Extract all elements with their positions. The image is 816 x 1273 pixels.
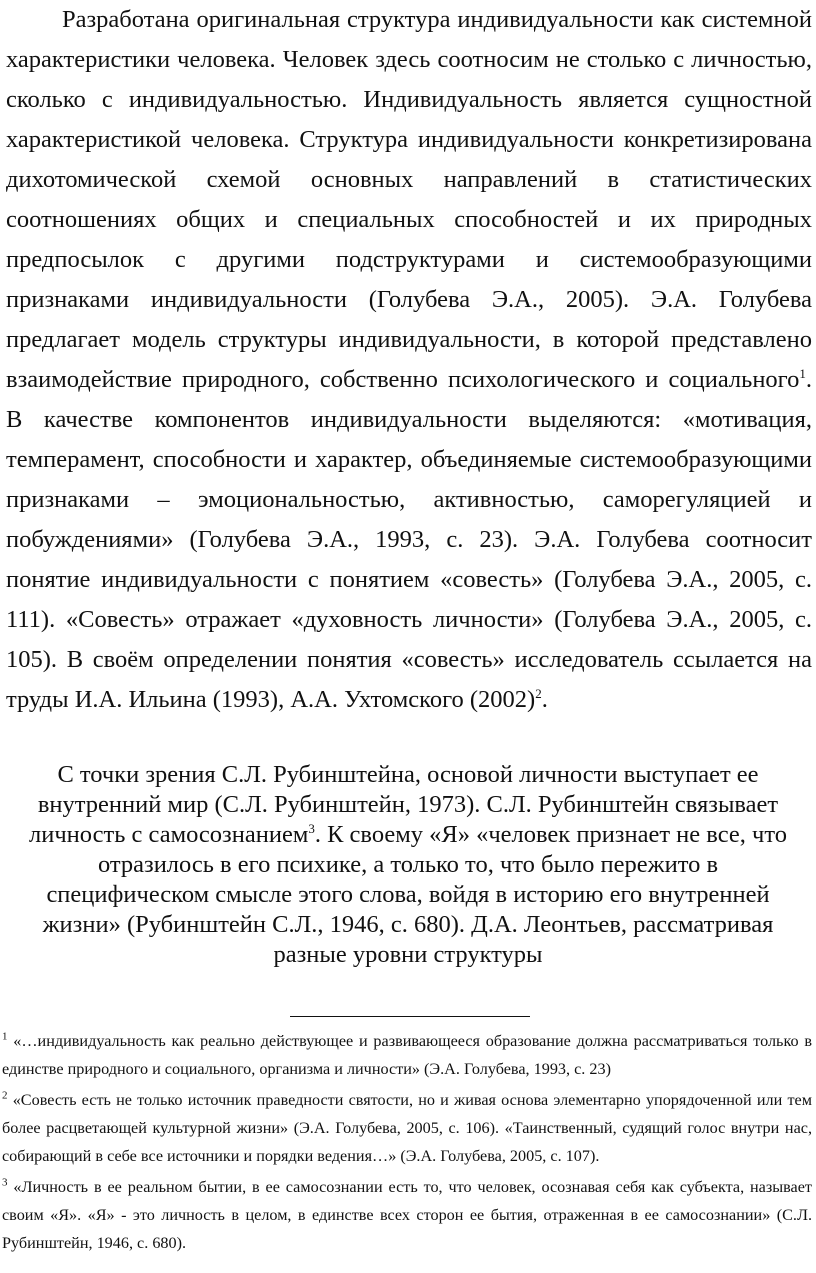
footnote-text: «Совесть есть не только источник праведности святости, но и живая основа элементарно упорядоченной или тем более расцветающей культурной жизни» (Э.А. Голубева, 2005, с. 106). «Таинственный, судящий голос внутри нас, собирающий в себе все источники и порядки ведения…» (Э.А. Голубева, 2005, с. 107). [2, 1091, 812, 1165]
paragraph-text: Разработана оригинальная структура индивидуальности как системной характеристики человека. Человек здесь соотносим не столько с личностью, сколько с индивидуальностью. Индивидуальность является сущностной характеристикой человека. Структура индивидуальности конкретизирована дихотомической схемой основных направлений в статистических соотношениях общих и специальных способностей и их природных предпосылок с другими подструктурами и системообразующими признаками индивидуальности (Голубева Э.А., 2005). Э.А. Голубева предлагает модель структуры индивидуальности, в которой представлено взаимодействие природного, собственно психологического и социального [6, 6, 812, 393]
footnote-number: 1 [2, 1030, 8, 1043]
footnote-text: «Личность в ее реальном бытии, в ее самосознании есть то, что человек, осознавая себя как субъекта, называет своим «Я». «Я» - это личность в целом, в единстве всех сторон ее бытия, отраженная в ее самосознании» (С.Л. Рубинштейн, 1946, с. 680). [2, 1178, 812, 1252]
paragraph-text: . К своему «Я» «человек признает не все, что отразилось в его психике, а только то, что было пережито в специфическом смысле этого слова, войдя в историю его внутренней жизни» (Рубинштейн С.Л., 1946, с. 680). Д.А. Леонтьев, рассматривая разные уровни структуры [42, 821, 787, 968]
footnote-number: 2 [2, 1089, 8, 1102]
body-paragraph-individuality [6, 0, 812, 720]
footnote-number: 3 [2, 1176, 8, 1189]
body-paragraph-rubinstein [22, 760, 794, 970]
footnote-ref-2[interactable]: 2 [535, 685, 542, 701]
paragraph-text: . В качестве компонентов индивидуальности выделяются: «мотивация, темперамент, способности и характер, объединяемые системообразующими признаками – эмоциональностью, активностью, саморегуляцией и побуждениями» (Голубева Э.А., 1993, с. 23). Э.А. Голубева соотносит понятие индивидуальности с понятием «совесть» (Голубева Э.А., 2005, с. 111). «Совесть» отражает «духовность личности» (Голубева Э.А., 2005, с. 105). В своём определении понятия «совесть» исследователь ссылается на труды И.А. Ильина (1993), А.А. Ухтомского (2002) [6, 366, 812, 713]
footnote-1 [2, 1027, 812, 1083]
footnote-ref-1[interactable]: 1 [799, 365, 806, 381]
footnote-ref-3[interactable]: 3 [308, 820, 315, 836]
paragraph-text: С точки зрения С.Л. Рубинштейна, основой личности выступает ее внутренний мир (С.Л. Рубинштейн, 1973). С.Л. Рубинштейн связывает личность с самосознанием [29, 761, 779, 848]
footnote-3 [2, 1173, 812, 1257]
paragraph-text: . [541, 686, 548, 713]
footnote-separator [290, 1016, 530, 1017]
footnotes-section [2, 1027, 812, 1260]
footnote-text: «…индивидуальность как реально действующее и развивающееся образование должна рассматриваться только в единстве природного и социального, организма и личности» (Э.А. Голубева, 1993, с. 23) [2, 1032, 812, 1078]
footnote-2 [2, 1086, 812, 1170]
